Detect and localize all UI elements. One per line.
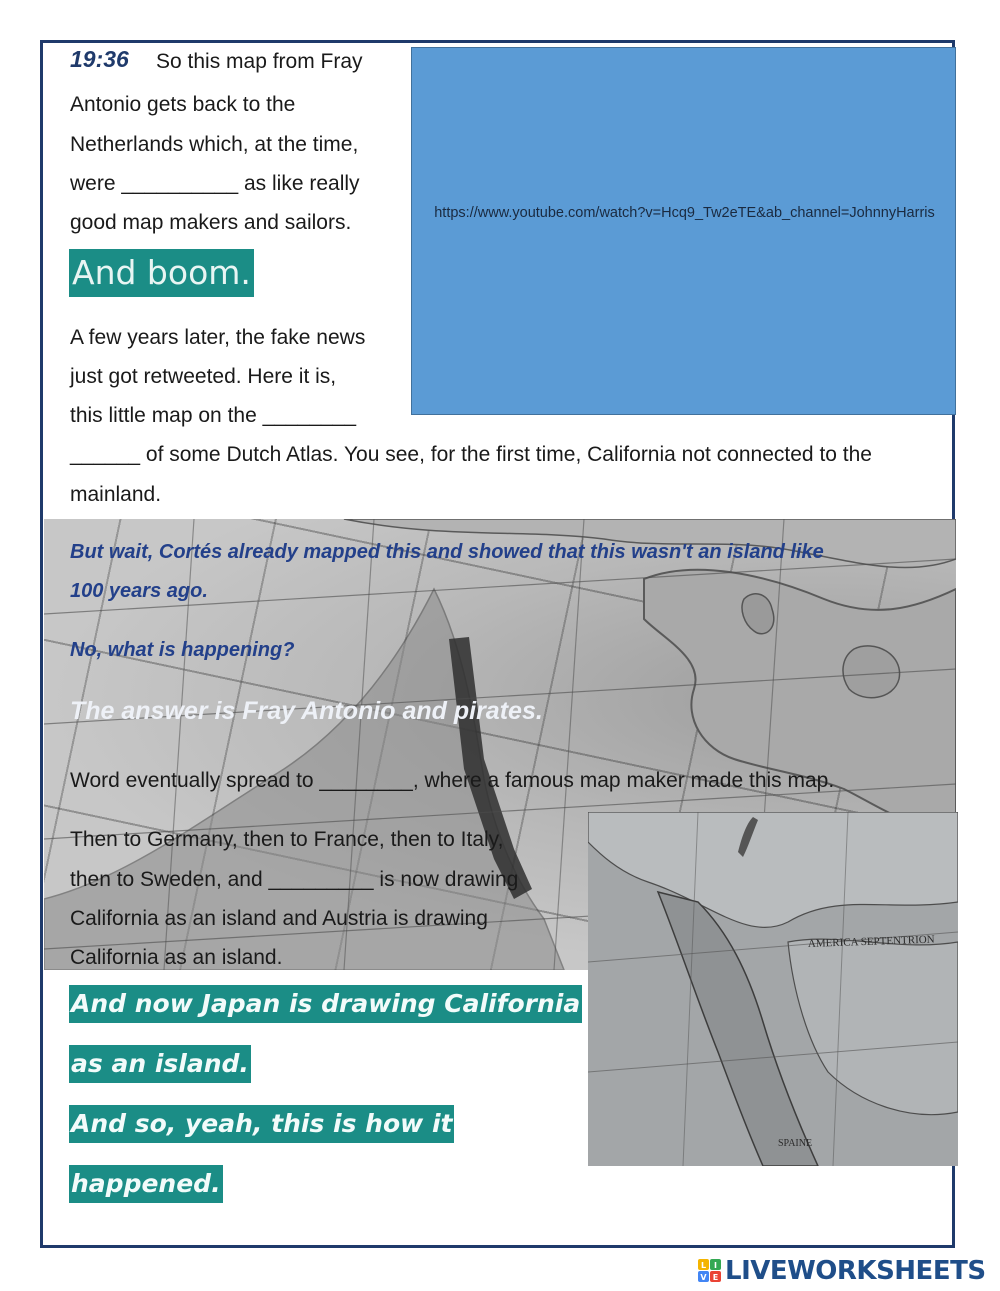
intro-line: good map makers and sailors. — [70, 211, 352, 234]
liveworksheets-badge-icon — [698, 1259, 722, 1283]
liveworksheets-logo-text: LIVEWORKSHEETS — [725, 1256, 986, 1286]
spread-line-blank: Word eventually spread to ________, where a famous map maker made this map. — [70, 769, 835, 792]
then-line-blank: then to Sweden, and _________ is now drawing — [70, 868, 519, 891]
question-line: But wait, Cortés already mapped this and showed that this wasn't an island like — [70, 541, 824, 563]
video-embed[interactable] — [411, 47, 956, 415]
question-line: 100 years ago. — [70, 580, 208, 602]
liveworksheets-logo[interactable] — [698, 1257, 986, 1285]
highlight-line: And now Japan is drawing California — [69, 985, 582, 1023]
map-label-america: AMERICA SEPTENTRION — [807, 933, 935, 950]
timestamp: 19:36 — [70, 46, 129, 72]
svg-text:I: I — [714, 1261, 717, 1270]
then-line: California as an island and Austria is drawing — [70, 907, 488, 930]
highlight-line: happened. — [69, 1165, 223, 1203]
paragraph2-line-blank: this little map on the ________ — [70, 404, 357, 427]
intro-line: Netherlands which, at the time, — [70, 133, 359, 156]
svg-text:E: E — [712, 1273, 719, 1282]
answer-text: The answer is Fray Antonio and pirates. — [70, 697, 543, 725]
svg-text:L: L — [700, 1261, 707, 1270]
svg-text:V: V — [700, 1273, 707, 1282]
intro-line-blank: were __________ as like really — [70, 172, 360, 195]
then-line: Then to Germany, then to France, then to Italy, — [70, 828, 504, 851]
paragraph2-line: mainland. — [70, 483, 162, 506]
intro-line: So this map from Fray — [156, 50, 363, 73]
paragraph2-line: A few years later, the fake news — [70, 326, 366, 349]
map-photo-drawing — [588, 812, 958, 1166]
question-line: No, what is happening? — [70, 639, 295, 661]
highlight-line: as an island. — [69, 1045, 251, 1083]
boom-highlight: And boom. — [69, 249, 254, 297]
highlight-line: And so, yeah, this is how it — [69, 1105, 454, 1143]
california-island-map-photo — [588, 812, 958, 1166]
map-label-spaine: SPAINE — [778, 1138, 813, 1149]
then-line: California as an island. — [70, 946, 283, 969]
intro-line: Antonio gets back to the — [70, 93, 296, 116]
paragraph2-line: just got retweeted. Here it is, — [70, 365, 337, 388]
video-url[interactable]: https://www.youtube.com/watch?v=Hcq9_Tw2eTE&ab_channel=JohnnyHarris — [434, 205, 935, 221]
paragraph2-line-blank: ______ of some Dutch Atlas. You see, for the first time, California not connected to the — [70, 443, 872, 466]
